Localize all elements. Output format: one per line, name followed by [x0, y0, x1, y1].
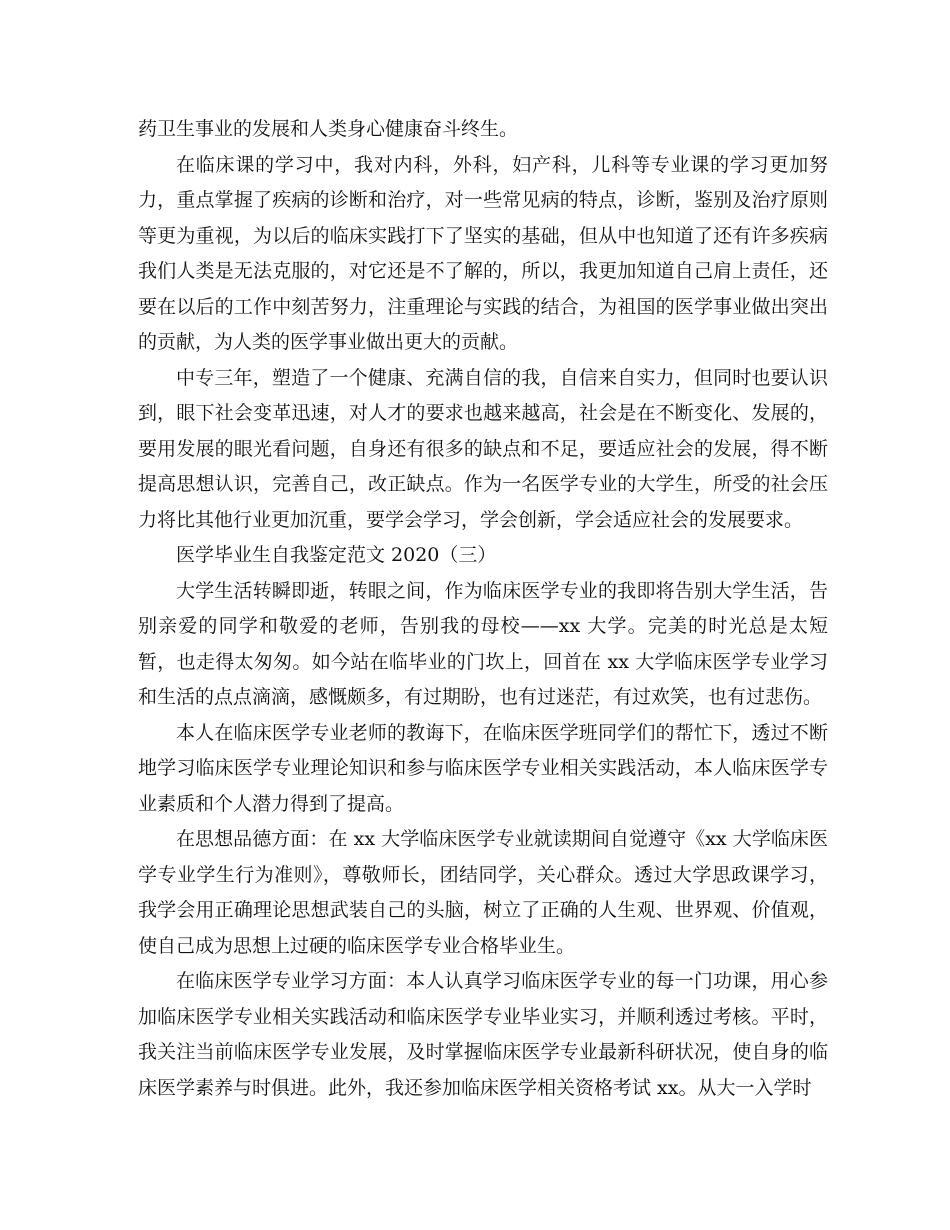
paragraph-moral-character: 在思想品德方面：在 xx 大学临床医学专业就读期间自觉遵守《xx 大学临床医学专业学生行为准则》，尊敬师长，团结同学，关心群众。透过大学思政课学习，我学会用正确理论思想武装自己的头脑，树立了正确的人生观、世界观、价值观，使自己成为思想上过硬的临床医学专业合格毕业生。	[138, 828, 828, 957]
paragraph-three-years: 中专三年，塑造了一个健康、充满自信的我，自信来自实力，但同时也要认识到，眼下社会变革迅速，对人才的要求也越来越高，社会是在不断变化、发展的，要用发展的眼光看问题，自身还有很多的缺点和不足，要适应社会的发展，得不断提高思想认识，完善自己，改正缺点。作为一名医学专业的大学生，所受的社会压力将比其他行业更加沉重，要学会学习，学会创新，学会适应社会的发展要求。	[138, 366, 828, 531]
paragraph-university-life: 大学生活转瞬即逝，转眼之间，作为临床医学专业的我即将告别大学生活，告别亲爱的同学和敬爱的老师，告别我的母校——xx 大学。完美的时光总是太短暂，也走得太匆匆。如今站在临毕业的门坎上，回首在 xx 大学临床医学专业学习和生活的点点滴滴，感慨颇多，有过期盼，也有过迷茫，有过欢笑，也有过悲伤。	[138, 579, 828, 708]
section-heading: 医学毕业生自我鉴定范文 2020（三）	[176, 544, 497, 566]
document-page	[138, 112, 828, 1106]
paragraph-teacher-guidance: 本人在临床医学专业老师的教诲下，在临床医学班同学们的帮忙下，透过不断地学习临床医学专业理论知识和参与临床医学专业相关实践活动，本人临床医学专业素质和个人潜力得到了提高。	[138, 721, 828, 815]
paragraph-professional-study: 在临床医学专业学习方面：本人认真学习临床医学专业的每一门功课，用心参加临床医学专业相关实践活动和临床医学专业毕业实习，并顺利透过考核。平时，我关注当前临床医学专业发展，及时掌握临床医学专业最新科研状况，使自身的临床医学素养与时俱进。此外，我还参加临床医学相关资格考试 xx。从大一入学时	[138, 970, 828, 1099]
paragraph-continuation: 药卫生事业的发展和人类身心健康奋斗终生。	[138, 118, 519, 140]
paragraph-clinical-study: 在临床课的学习中，我对内科，外科，妇产科，儿科等专业课的学习更加努力，重点掌握了疾病的诊断和治疗，对一些常见病的特点，诊断，鉴别及治疗原则等更为重视，为以后的临床实践打下了坚实的基础，但从中也知道了还有许多疾病我们人类是无法克服的，对它还是不了解的，所以，我更加知道自己肩上责任，还要在以后的工作中刻苦努力，注重理论与实践的结合，为祖国的医学事业做出突出的贡献，为人类的医学事业做出更大的贡献。	[138, 153, 828, 353]
